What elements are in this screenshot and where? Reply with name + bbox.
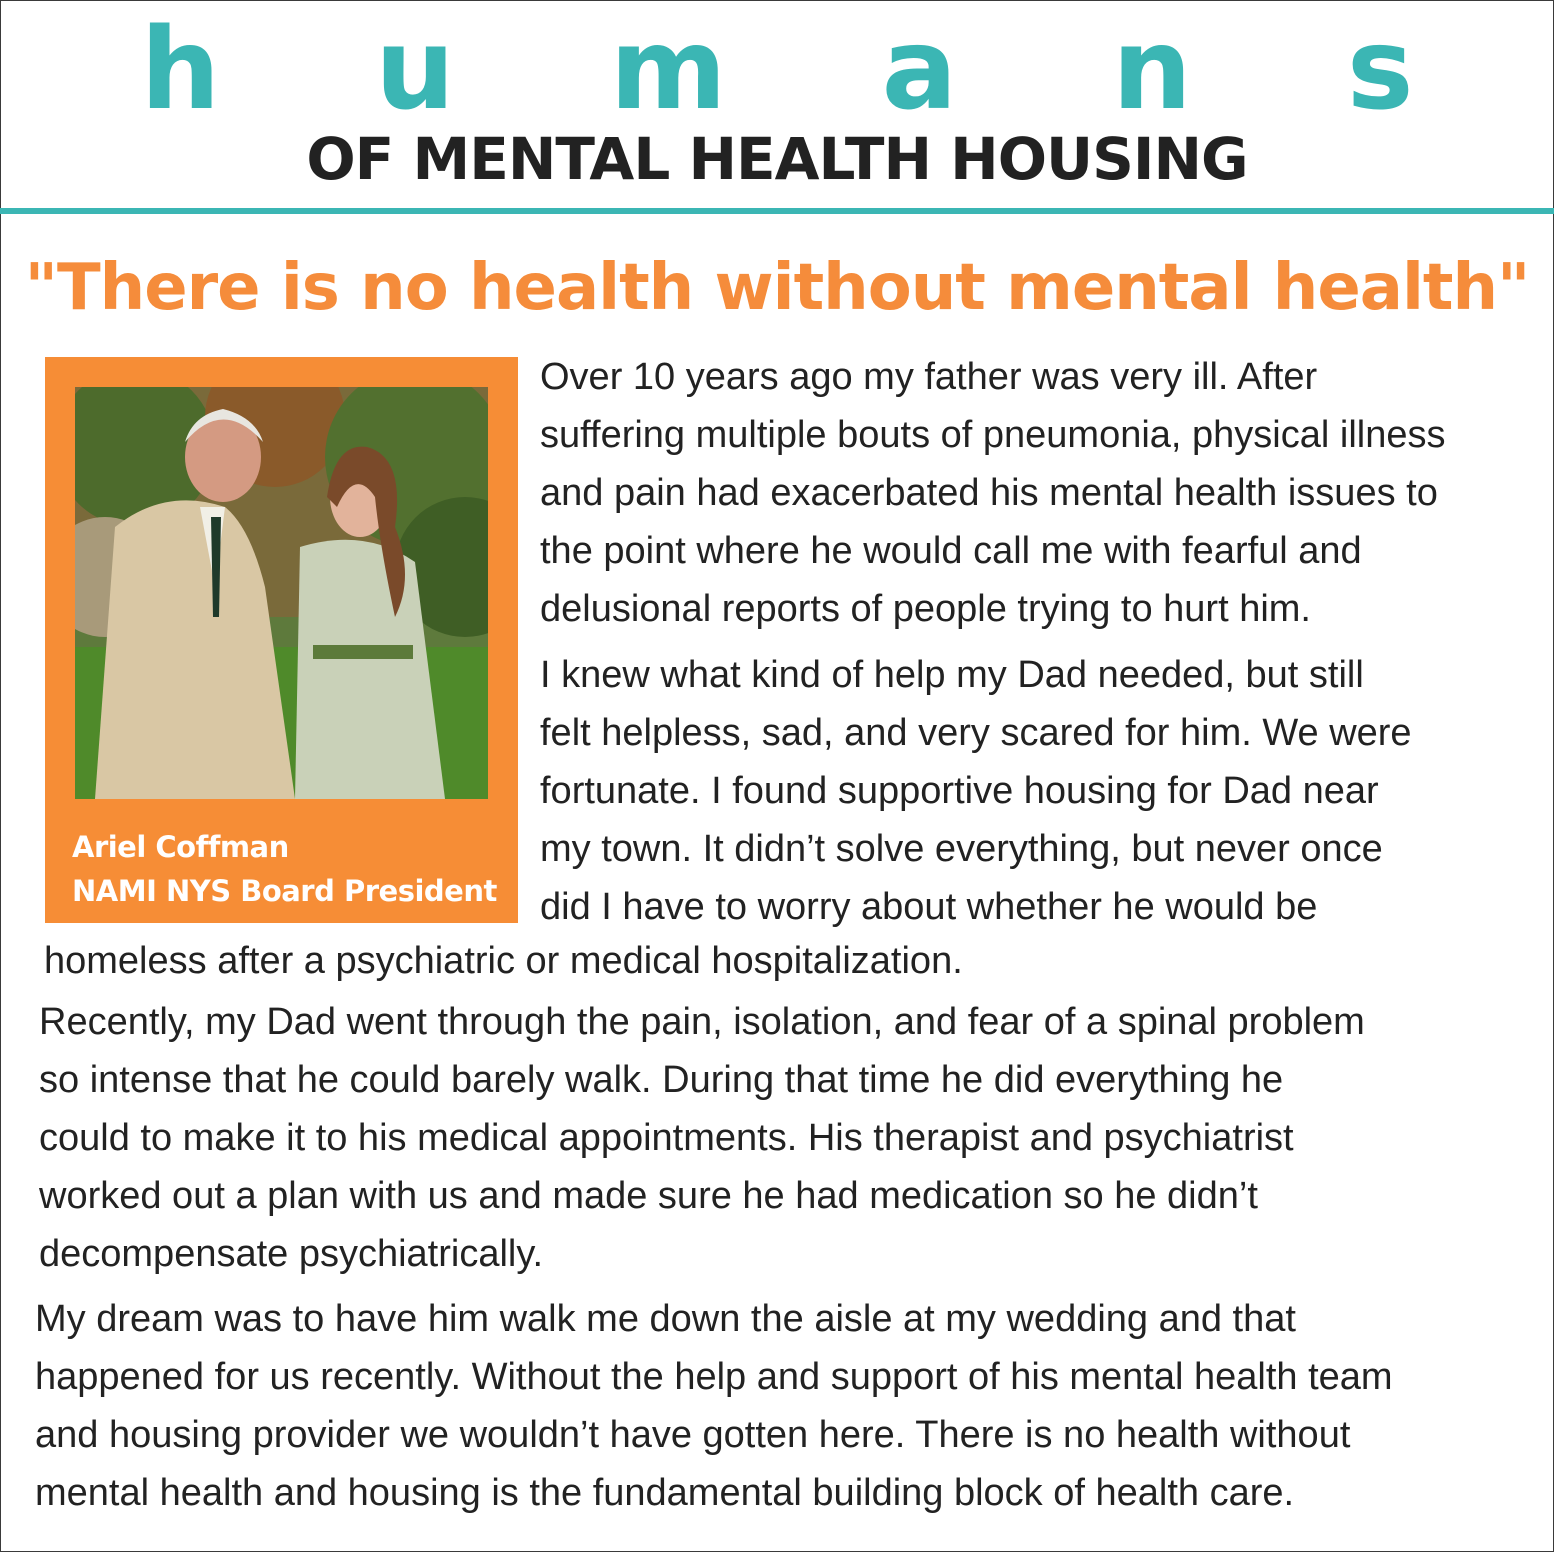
profile-name: Ariel Coffman [72,830,289,864]
header-divider [0,208,1554,214]
story-line: did I have to worry about whether he would be [540,886,1318,928]
wedding-photo [75,387,488,799]
story-paragraph-2-end [44,932,963,990]
profile-role: NAMI NYS Board President [72,874,497,908]
story-line: decompensate psychiatrically. [39,1233,544,1275]
story-line: fortunate. I found supportive housing for Dad near [540,770,1379,812]
profile-card [45,357,518,923]
story-line: Recently, my Dad went through the pain, isolation, and fear of a spinal problem [39,1001,1365,1043]
story-line: worked out a plan with us and made sure he had medication so he didn’t [39,1175,1258,1217]
story-line: I knew what kind of help my Dad needed, but still [540,654,1364,696]
story-line: the point where he would call me with fearful and [540,530,1362,572]
profile-caption [72,825,497,913]
story-paragraph-1 [540,348,1445,638]
story-line: happened for us recently. Without the help and support of his mental health team [35,1356,1393,1398]
story-line: and pain had exacerbated his mental health issues to [540,472,1438,514]
story-line: and housing provider we wouldn’t have gotten here. There is no health without [35,1414,1351,1456]
brand-subtitle: OF MENTAL HEALTH HOUSING [306,125,1248,193]
brand-title: h u m a n s [140,5,1472,135]
story-paragraph-4 [35,1290,1393,1522]
headline-quote: "There is no health without mental health" [24,251,1530,325]
story-line: could to make it to his medical appointments. His therapist and psychiatrist [39,1117,1294,1159]
story-paragraph-2 [540,646,1412,936]
story-line: My dream was to have him walk me down the aisle at my wedding and that [35,1298,1296,1340]
story-line: mental health and housing is the fundamental building block of health care. [35,1472,1295,1514]
story-line: Over 10 years ago my father was very ill. After [540,356,1318,398]
story-line: my town. It didn’t solve everything, but never once [540,828,1383,870]
story-paragraph-3 [39,993,1365,1283]
story-line: homeless after a psychiatric or medical hospitalization. [44,940,963,982]
story-line: so intense that he could barely walk. During that time he did everything he [39,1059,1284,1101]
story-line: felt helpless, sad, and very scared for him. We were [540,712,1412,754]
story-line: suffering multiple bouts of pneumonia, physical illness [540,414,1446,456]
wedding-photo-illustration [75,387,488,799]
story-line: delusional reports of people trying to hurt him. [540,588,1311,630]
